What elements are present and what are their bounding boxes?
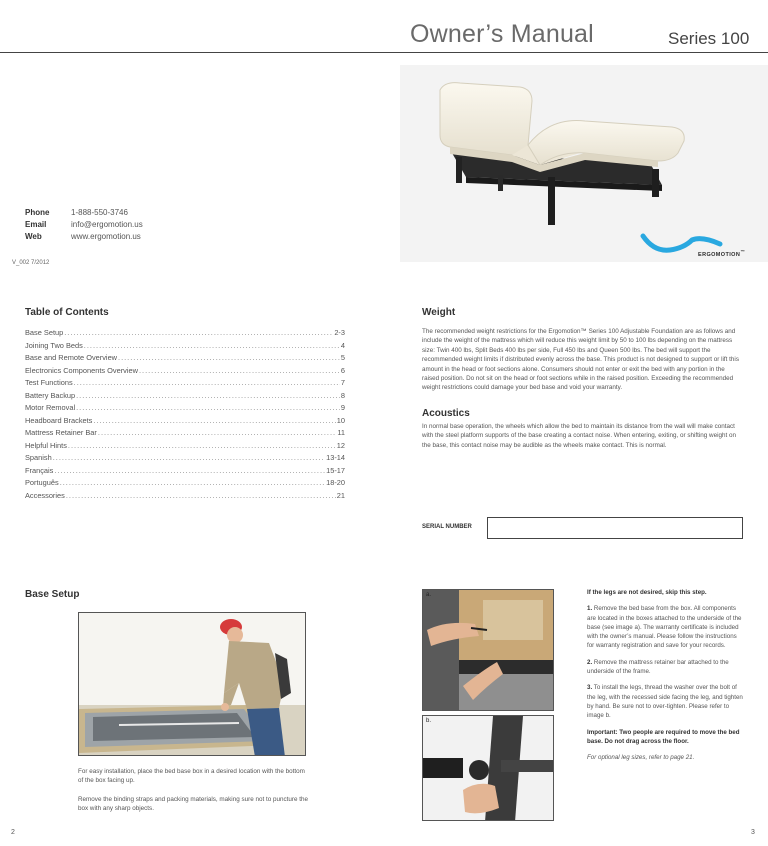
weight-heading: Weight [422, 307, 456, 318]
toc-entry [25, 391, 345, 404]
toc-entry-page: 21 [336, 490, 345, 500]
toc-entry [25, 366, 345, 379]
base-setup-heading: Base Setup [25, 589, 80, 600]
toc-leader-dots [68, 441, 336, 450]
email-value: info@ergomotion.us [71, 220, 143, 229]
contact-email-row [25, 219, 143, 231]
web-label: Web [25, 232, 42, 241]
toc-entry-label: Mattress Retainer Bar [25, 428, 97, 437]
manual-title: Owner’s Manual [410, 20, 594, 48]
image-a-label: a. [426, 592, 432, 598]
toc-leader-dots [74, 378, 340, 387]
toc-entry-page: 6 [340, 365, 345, 375]
acoustics-paragraph: In normal base operation, the wheels which allow the bed to maintain its distance from the wall will make contact with the steel platform supports of the base creating a contact noise. When entering, exiting, or shifting weight on the base, this contact noise may be audible as the wheels make contact. This is normal. [422, 423, 736, 449]
email-label: Email [25, 220, 47, 229]
toc-leader-dots [93, 416, 335, 425]
web-value: www.ergomotion.us [71, 232, 141, 241]
step-3-number: 3. [587, 684, 593, 692]
toc-entry [25, 403, 345, 416]
toc-entry [25, 328, 345, 341]
steps-lead: If the legs are not desired, skip this step. [587, 589, 707, 596]
toc-entry [25, 453, 345, 466]
toc-entry-page: 11 [337, 428, 345, 437]
toc-leader-dots [54, 466, 325, 475]
toc-entry-page: 15-17 [326, 465, 345, 475]
toc-entry-page: 9 [340, 403, 345, 412]
optional-legs-note: For optional leg sizes, refer to page 21. [587, 754, 695, 762]
toc-entry [25, 478, 345, 491]
weight-paragraph: The recommended weight restrictions for the Ergomotion™ Series 100 Adjustable Foundation are as follows and include the weight of the mattress which will reduce this weight limit by 50 to 100 lbs depending on the mattress size: Twin 400 lbs, Split Beds 400 lbs per side, Full 450 lbs and Queen 500 lbs. The bed will support the recommended weight limits if distributed evenly across the base. This product is not designed to support or lift this amount in the head or foot sections alone. Consumers should not enter or exit the bed with any portion in the raised position. Do not sit on the head or foot sections while in the raised position. Exceeding the recommended weight restrictions could damage your bed base and void your warranty. [422, 328, 739, 392]
toc-entry [25, 353, 345, 366]
toc-entry-page: 2-3 [334, 328, 345, 337]
toc-entry [25, 378, 345, 391]
step-1-number: 1. [587, 605, 593, 613]
serial-number-label: SERIAL NUMBER [422, 524, 472, 530]
important-note: Important: Two people are required to move the bed base. Do not drag across the floor. [587, 728, 740, 745]
toc-entry-page: 18-20 [326, 478, 345, 487]
toc-leader-dots [53, 453, 325, 462]
toc-entry [25, 491, 345, 504]
toc-leader-dots [118, 353, 340, 362]
step-2-text: Remove the mattress retainer bar attached to the underside of the frame. [587, 658, 729, 676]
toc-leader-dots [76, 391, 340, 400]
logo-trademark: ™ [740, 249, 746, 254]
toc-entry [25, 466, 345, 479]
toc-entry-page: 7 [340, 378, 345, 387]
acoustics-heading: Acoustics [422, 408, 470, 419]
header-divider [0, 52, 768, 53]
toc-entry-label: Joining Two Beds [25, 340, 83, 350]
toc-entry-page: 12 [336, 440, 345, 450]
page-number-right: 3 [751, 829, 755, 836]
toc-entry [25, 416, 345, 429]
toc-entry-page: 13-14 [326, 453, 345, 462]
version-code: V_002 7/2012 [12, 260, 50, 266]
toc-entry-label: Motor Removal [25, 403, 76, 412]
base-setup-step-1: For easy installation, place the bed base box in a desired location with the bottom of the box facing up. [78, 768, 305, 785]
step-3-text: To install the legs, thread the washer over the bolt of the leg, with the recessed side facing the leg, and tighten by hand. Be sure not to over-tighten. Please refer to image b. [587, 684, 743, 720]
image-a-photo [422, 589, 554, 711]
toc-entry-label: Base and Remote Overview [25, 353, 118, 362]
toc-entry-label: Headboard Brackets [25, 415, 93, 425]
logo-wordmark: ERGOMOTION [698, 251, 741, 258]
step-1-text: Remove the bed base from the box. All components are located in the boxes attached to the underside of the base (see image a). The warranty certificate is included with the owner’s manual. Please follow the instructions for warranty registration and save for your records. [587, 605, 742, 650]
step-1 [587, 604, 743, 650]
toc-leader-dots [139, 366, 340, 375]
image-b-photo [422, 715, 554, 821]
page-number-left: 2 [11, 829, 15, 836]
serial-number-field[interactable] [487, 517, 743, 539]
contact-web-row [25, 231, 143, 243]
toc-entry-label: Electronics Components Overview [25, 365, 138, 375]
table-of-contents [25, 328, 345, 503]
toc-leader-dots [84, 341, 340, 350]
toc-entry-label: Accessories [25, 490, 65, 500]
toc-leader-dots [60, 478, 325, 487]
toc-leader-dots [66, 491, 336, 500]
toc-entry-page: 5 [340, 353, 345, 362]
toc-entry-page: 4 [340, 340, 345, 350]
contact-block [25, 207, 143, 243]
toc-entry-label: Test Functions [25, 378, 73, 387]
toc-entry-label: Battery Backup [25, 390, 76, 400]
toc-entry-label: Français [25, 465, 54, 475]
base-setup-photo [78, 612, 306, 756]
toc-title: Table of Contents [25, 307, 109, 318]
toc-entry [25, 341, 345, 354]
base-setup-step-2: Remove the binding straps and packing materials, making sure not to puncture the box with any sharp objects. [78, 796, 308, 813]
series-name: Series 100 [668, 29, 750, 48]
ergomotion-logo [698, 249, 745, 258]
image-b-label: b. [426, 718, 432, 724]
step-2 [587, 658, 743, 677]
toc-leader-dots [64, 328, 333, 337]
leg-install-steps [587, 588, 743, 769]
step-2-number: 2. [587, 658, 593, 666]
phone-value: 1-888-550-3746 [71, 208, 128, 217]
toc-entry-page: 10 [336, 415, 345, 425]
step-3 [587, 683, 743, 720]
contact-phone-row [25, 207, 143, 219]
toc-entry [25, 428, 345, 441]
toc-entry-label: Spanish [25, 453, 52, 462]
toc-entry-label: Helpful Hints [25, 440, 67, 450]
toc-leader-dots [98, 428, 336, 437]
toc-leader-dots [76, 403, 340, 412]
toc-entry-label: Base Setup [25, 328, 64, 337]
phone-label: Phone [25, 208, 50, 217]
toc-entry [25, 441, 345, 454]
toc-entry-page: 8 [340, 390, 345, 400]
toc-entry-label: Português [25, 478, 59, 487]
